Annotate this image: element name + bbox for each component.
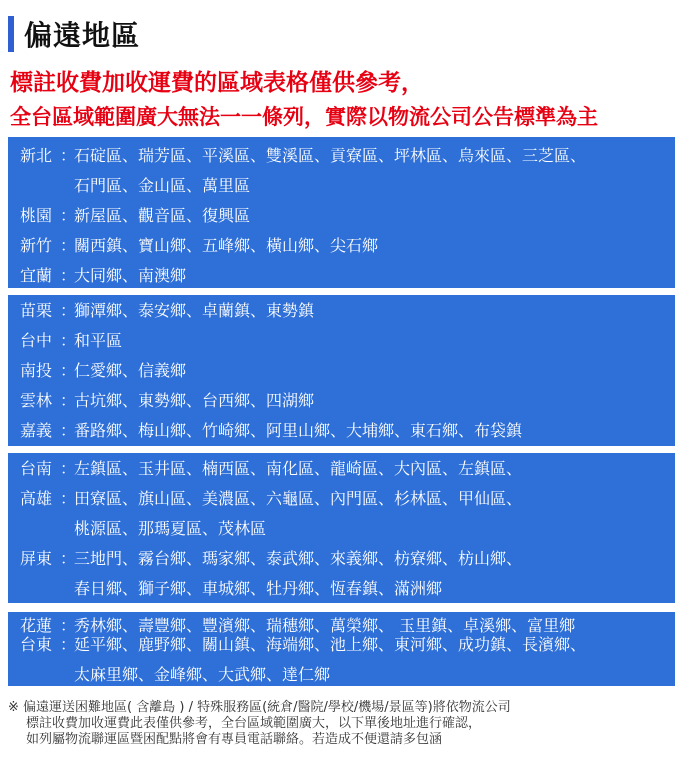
- region-places: 新屋區、觀音區、復興區: [74, 206, 251, 225]
- region-colon: ：: [60, 331, 77, 350]
- footnote: [8, 700, 511, 748]
- region-row: [20, 635, 663, 654]
- region-name: 新竹: [20, 236, 53, 255]
- region-row-continuation: [20, 514, 663, 544]
- region-row-continuation: [20, 171, 663, 201]
- region-name: 嘉義: [20, 421, 53, 440]
- region-name: 花蓮: [20, 616, 53, 635]
- region-name: 台東: [20, 635, 53, 654]
- region-name: 苗栗: [20, 301, 53, 320]
- region-panel-north: [8, 137, 675, 288]
- region-places: 左鎮區、玉井區、楠西區、南化區、龍崎區、大內區、左鎮區、: [74, 459, 523, 478]
- region-row: [20, 616, 663, 635]
- region-colon: ：: [60, 206, 77, 225]
- region-row: [20, 454, 663, 484]
- region-places: 三地門、霧台鄉、瑪家鄉、泰武鄉、來義鄉、枋寮鄉、枋山鄉、: [74, 549, 523, 568]
- region-row: [20, 484, 663, 514]
- region-places: 太麻里鄉、金峰鄉、大武鄉、達仁鄉: [74, 665, 331, 684]
- region-name: 雲林: [20, 391, 53, 410]
- region-colon: ：: [60, 361, 77, 380]
- region-name: 高雄: [20, 489, 53, 508]
- footnote-line-1: ※ 偏遠運送困難地區( 含離島 ) / 特殊服務區(統倉/醫院/學校/機場/景區等)將依物流公司: [8, 700, 511, 715]
- region-places: 石門區、金山區、萬里區: [74, 176, 251, 195]
- region-name: 新北: [20, 146, 53, 165]
- region-places: 古坑鄉、東勢鄉、台西鄉、四湖鄉: [74, 391, 315, 410]
- region-row: [20, 356, 663, 386]
- region-colon: ：: [60, 421, 77, 440]
- region-places: 番路鄉、梅山鄉、竹崎鄉、阿里山鄉、大埔鄉、東石鄉、布袋鎮: [74, 421, 523, 440]
- notice-line-1: 標註收費加收運費的區域表格僅供參考，: [10, 70, 424, 96]
- region-places: 秀林鄉、壽豐鄉、豐濱鄉、瑞穗鄉、萬榮鄉、 玉里鎮、卓溪鄉、富里鄉: [74, 616, 576, 635]
- region-row: [20, 201, 663, 231]
- region-places: 關西鎮、寶山鄉、五峰鄉、橫山鄉、尖石鄉: [74, 236, 379, 255]
- region-places: 和平區: [74, 331, 123, 350]
- region-places: 春日鄉、獅子鄉、車城鄉、牡丹鄉、恆春鎮、滿洲鄉: [74, 579, 443, 598]
- page-title: 偏遠地區: [24, 19, 141, 52]
- region-name: 台南: [20, 459, 53, 478]
- region-row: [20, 416, 663, 446]
- region-places: 延平鄉、鹿野鄉、關山鎮、海端鄉、池上鄉、東河鄉、成功鎮、長濱鄉、: [74, 635, 587, 654]
- region-places: 石碇區、瑞芳區、平溪區、雙溪區、貢寮區、坪林區、烏來區、三芝區、: [74, 146, 587, 165]
- region-row: [20, 326, 663, 356]
- region-row: [20, 386, 663, 416]
- region-places: 大同鄉、南澳鄉: [74, 266, 187, 285]
- region-places: 田寮區、旗山區、美濃區、六龜區、內門區、杉林區、甲仙區、: [74, 489, 523, 508]
- notice-line-2: 全台區域範圍廣大無法一一條列，實際以物流公司公告標準為主: [10, 105, 598, 129]
- region-row-continuation: [20, 658, 663, 692]
- region-name: 桃園: [20, 206, 53, 225]
- region-colon: ：: [60, 236, 77, 255]
- region-colon: ：: [60, 391, 77, 410]
- region-places: 獅潭鄉、泰安鄉、卓蘭鎮、東勢鎮: [74, 301, 315, 320]
- region-row: [20, 231, 663, 261]
- region-colon: ：: [60, 549, 77, 568]
- region-colon: ：: [60, 635, 77, 654]
- region-row-continuation: [20, 574, 663, 604]
- region-panel-south: [8, 453, 675, 603]
- footnote-line-2: 標註收費加收運費此表僅供參考，全台區域範圍廣大，以下單後地址進行確認，: [26, 716, 482, 731]
- region-places: 仁愛鄉、信義鄉: [74, 361, 187, 380]
- region-row: [20, 141, 663, 171]
- region-name: 南投: [20, 361, 53, 380]
- region-name: 屏東: [20, 549, 53, 568]
- region-colon: ：: [60, 459, 77, 478]
- region-places: 桃源區、那瑪夏區、茂林區: [74, 519, 267, 538]
- region-name: 宜蘭: [20, 266, 53, 285]
- region-name: 台中: [20, 331, 53, 350]
- title-accent-bar: [8, 16, 14, 52]
- region-row: [20, 296, 663, 326]
- region-panel-central: [8, 295, 675, 446]
- page-header: [8, 14, 140, 54]
- region-colon: ：: [60, 301, 77, 320]
- region-colon: ：: [60, 266, 77, 285]
- region-colon: ：: [60, 146, 77, 165]
- footnote-line-3: 如列屬物流聯運區暨困配點將會有專員電話聯絡。若造成不便還請多包涵: [26, 732, 443, 747]
- region-row: [20, 544, 663, 574]
- region-row: [20, 261, 663, 291]
- region-colon: ：: [60, 489, 77, 508]
- region-panel-east: [8, 612, 675, 686]
- region-colon: ：: [60, 616, 77, 635]
